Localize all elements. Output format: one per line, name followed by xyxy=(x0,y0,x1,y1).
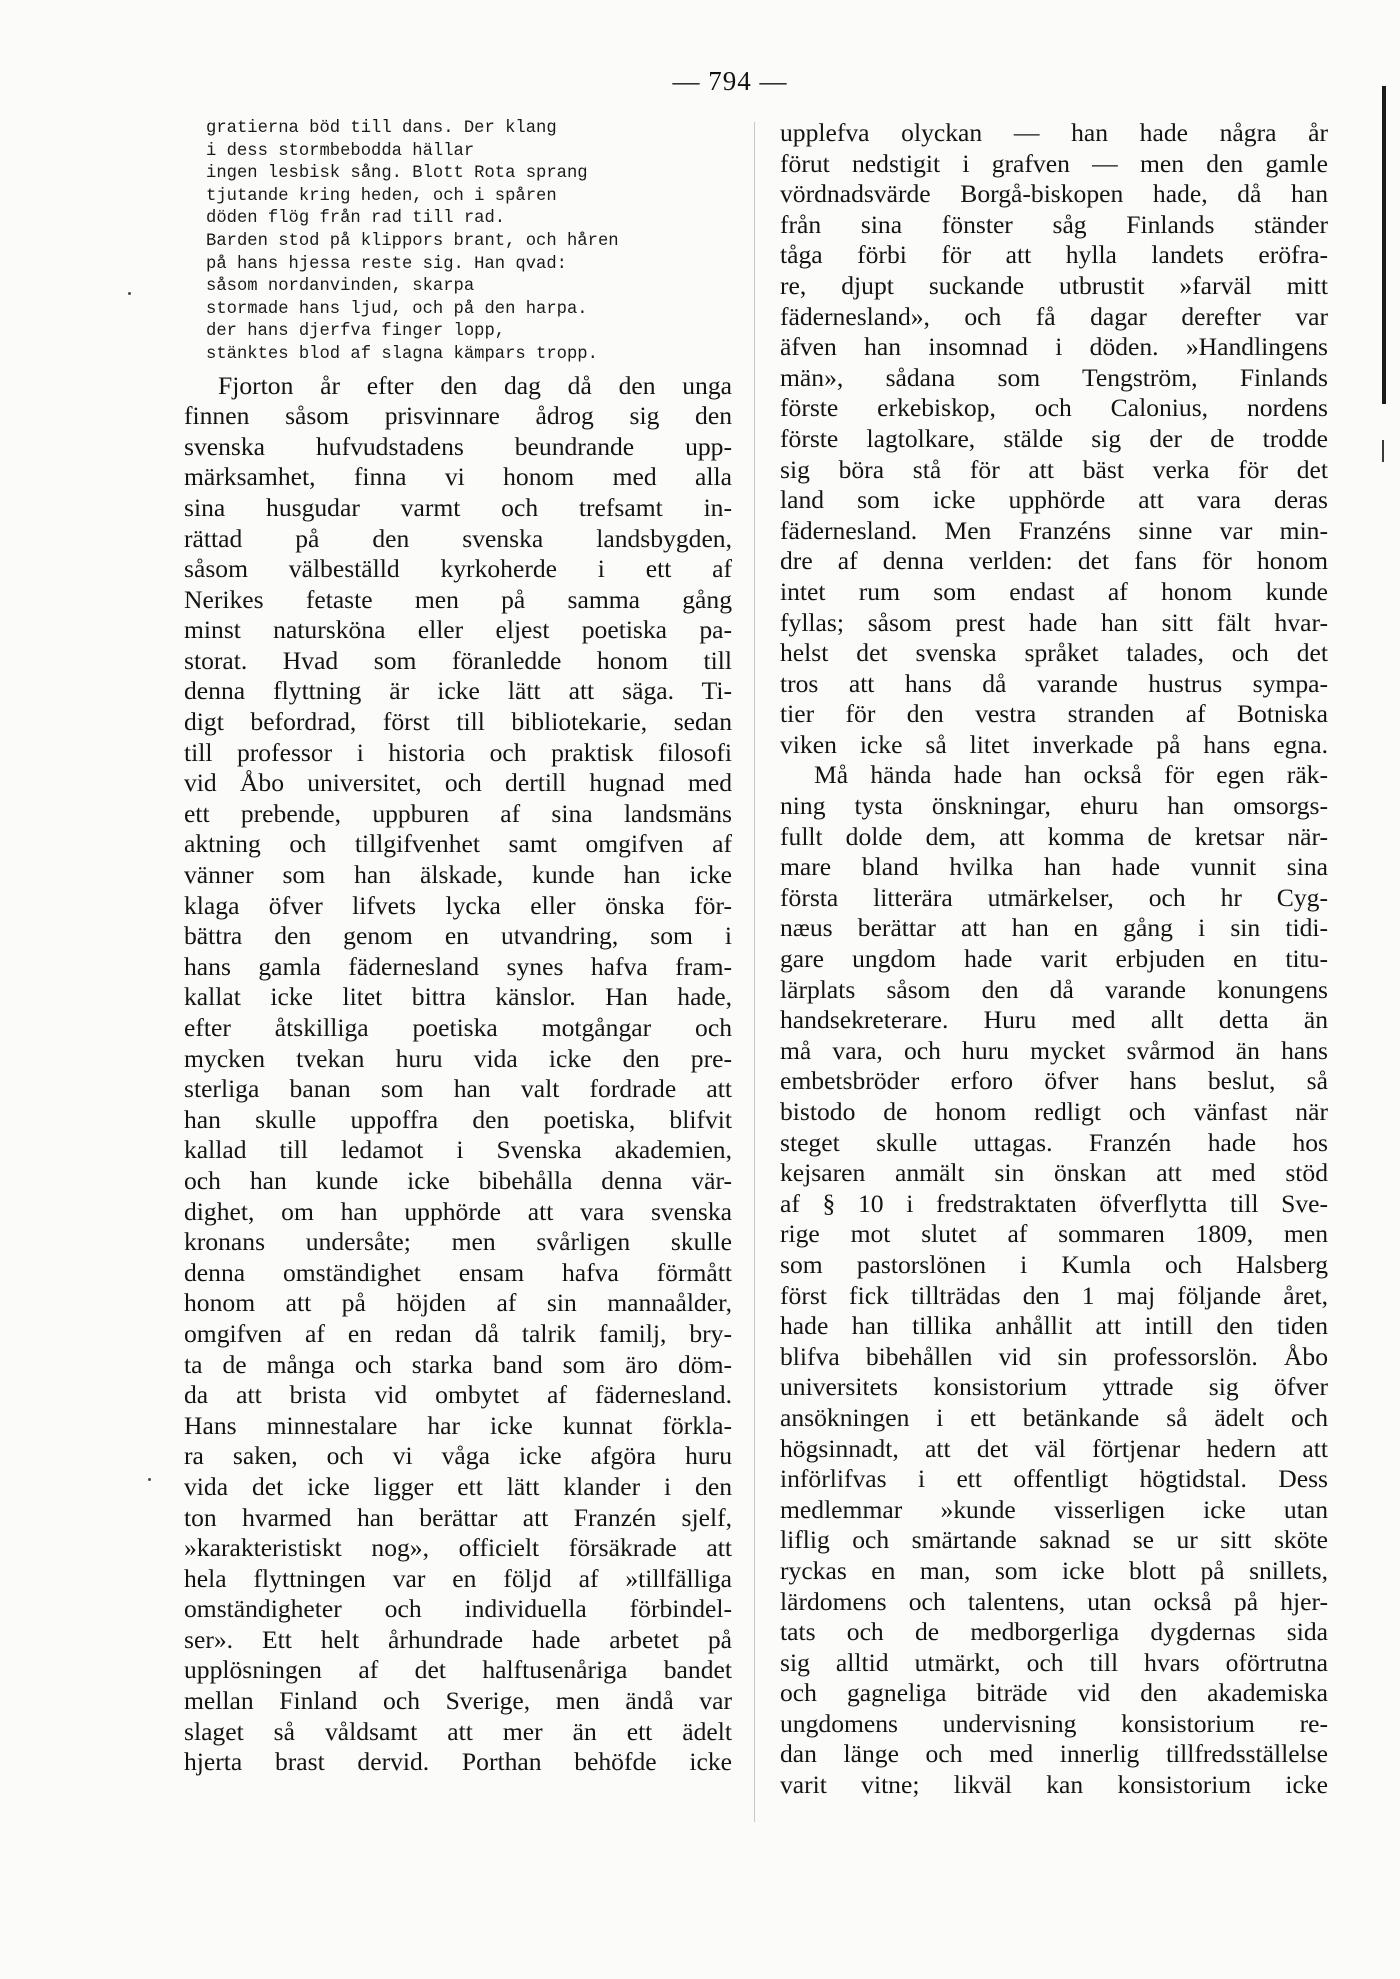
text-line: da att brista vid ombytet af fädernesland. xyxy=(184,1380,732,1410)
text-line: sig alltid utmärkt, och till hvars oförtrutna xyxy=(780,1647,1328,1677)
column-divider xyxy=(754,122,755,1822)
scan-edge-rule xyxy=(1382,86,1386,404)
text-line: lärplats såsom den då varande konungens xyxy=(780,974,1328,1004)
right-prose xyxy=(780,118,1328,1801)
text-line: Nerikes fetaste men på samma gång xyxy=(184,584,732,614)
text-line: næus berättar att han en gång i sin tidi- xyxy=(780,913,1328,943)
poem-line: döden flög från rad till rad. xyxy=(206,209,506,229)
text-line: denna flyttning är icke lätt att säga. Ti- xyxy=(184,676,732,706)
right-column xyxy=(780,118,1328,1801)
text-line: upplefva olyckan — han hade några år xyxy=(780,118,1328,147)
text-line: digt befordrad, först till bibliotekarie, sedan xyxy=(184,707,732,737)
text-line: svenska hufvudstadens beundrande upp- xyxy=(184,431,732,461)
text-line: storat. Hvad som föranledde honom till xyxy=(184,645,732,675)
text-line: denna omständighet ensam hafva förmått xyxy=(184,1257,732,1287)
poem-line: ingen lesbisk sång. Blott Rota sprang xyxy=(206,164,588,184)
text-line: mare bland hvilka han hade vunnit sina xyxy=(780,852,1328,882)
text-line: vördnadsvärde Borgå-biskopen hade, då han xyxy=(780,179,1328,209)
text-line: gare ungdom hade varit erbjuden en titu- xyxy=(780,944,1328,974)
text-line: hans gamla fädernesland synes hafva fram- xyxy=(184,951,732,981)
text-line: hade han tillika anhållit att intill den tiden xyxy=(780,1311,1328,1341)
text-line: ta de många och starka band som äro döm- xyxy=(184,1349,732,1379)
text-line: han skulle uppoffra den poetiska, blifvit xyxy=(184,1104,732,1134)
text-line: mycken tvekan huru vida icke den pre- xyxy=(184,1043,732,1073)
text-line: förut nedstigit i grafven — men den gamle xyxy=(780,148,1328,178)
text-line: hela flyttningen var en följd af »tillfälliga xyxy=(184,1563,732,1593)
text-line: ungdomens undervisning konsistorium re- xyxy=(780,1708,1328,1738)
poem-excerpt xyxy=(206,118,732,367)
text-line: Hans minnestalare har icke kunnat förkla- xyxy=(184,1410,732,1440)
text-line: fullt dolde dem, att komma de kretsar när- xyxy=(780,821,1328,851)
text-line: handsekreterare. Huru med allt detta än xyxy=(780,1005,1328,1035)
text-line: liflig och smärtande saknad se ur sitt sköte xyxy=(780,1525,1328,1555)
poem-line: Barden stod på klippors brant, och håren xyxy=(206,231,619,251)
text-line: tåga förbi för att hylla landets eröfra- xyxy=(780,240,1328,270)
text-line: högsinnadt, att det väl förtjenar hedern att xyxy=(780,1433,1328,1463)
left-prose xyxy=(184,371,732,1778)
poem-line: i dess stormbebodda hällar xyxy=(206,141,475,161)
text-line: medlemmar »kunde visserligen icke utan xyxy=(780,1494,1328,1524)
text-line: klaga öfver lifvets lycka eller önska för- xyxy=(184,890,732,920)
text-line: dighet, om han upphörde att vara svenska xyxy=(184,1196,732,1226)
text-line: vänner som han älskade, kunde han icke xyxy=(184,860,732,890)
text-line: universitets konsistorium yttrade sig öfver xyxy=(780,1372,1328,1402)
text-line: fädernesland. Men Franzéns sinne var min- xyxy=(780,515,1328,545)
text-line: »karakteristiskt nog», officielt försäkrade att xyxy=(184,1533,732,1563)
text-line: Fjorton år efter den dag då den unga xyxy=(218,370,732,400)
text-line: lärdomens och talentens, utan också på hjer- xyxy=(780,1586,1328,1616)
text-line: sig böra stå för att bäst verka för det xyxy=(780,454,1328,484)
page-number: — 794 — xyxy=(672,66,788,96)
text-line: mellan Finland och Sverige, men ändå var xyxy=(184,1686,732,1716)
text-line: slaget så våldsamt att mer än ett ädelt xyxy=(184,1716,732,1746)
text-line: blifva bibehållen vid sin professorslön. Åbo xyxy=(780,1341,1328,1371)
text-line: märksamhet, finna vi honom med alla xyxy=(184,462,732,492)
text-line: införlifvas i ett offentligt högtidstal. Dess xyxy=(780,1464,1328,1494)
text-line: från sina fönster såg Finlands ständer xyxy=(780,209,1328,239)
text-line: fyllas; såsom prest hade han sitt fält hvar- xyxy=(780,607,1328,637)
text-line: sina husgudar varmt och trefsamt in- xyxy=(184,492,732,522)
text-line: män», sådana som Tengström, Finlands xyxy=(780,362,1328,392)
text-line: dan länge och med innerlig tillfredsställelse xyxy=(780,1739,1328,1769)
text-line: såsom välbeställd kyrkoherde i ett af xyxy=(184,554,732,584)
text-line: aktning och tillgifvenhet samt omgifven af xyxy=(184,829,732,859)
text-line: ton hvarmed han berättar att Franzén sjelf, xyxy=(184,1502,732,1532)
text-line: omständigheter och individuella förbindel- xyxy=(184,1594,732,1624)
text-line: kronans undersåte; men svårligen skulle xyxy=(184,1227,732,1257)
text-line: efter åtskilliga poetiska motgångar och xyxy=(184,1013,732,1042)
text-line: och han kunde icke bibehålla denna vär- xyxy=(184,1165,732,1195)
text-line: äfven han insomnad i döden. »Handlingens xyxy=(780,332,1328,362)
text-line: hjerta brast dervid. Porthan behöfde icke xyxy=(184,1747,732,1777)
text-line: honom att på höjden af sin mannaålder, xyxy=(184,1288,732,1318)
text-line: ansökningen i ett betänkande så ädelt och xyxy=(780,1402,1328,1432)
text-line: först fick tillträdas den 1 maj följande året, xyxy=(780,1280,1328,1310)
text-line: tier för den vestra stranden af Botniska xyxy=(780,699,1328,729)
text-line: fädernesland», och få dagar derefter var xyxy=(780,301,1328,331)
scan-speck xyxy=(148,1478,151,1481)
text-line: re, djupt suckande utbrustit »farväl mitt xyxy=(780,270,1328,300)
text-line: vid Åbo universitet, och dertill hugnad med xyxy=(184,768,732,798)
text-line: till professor i historia och praktisk filosofi xyxy=(184,737,732,767)
text-line: intet rum som endast af honom kunde xyxy=(780,576,1328,606)
text-line: tats och de medborgerliga dygdernas sida xyxy=(780,1617,1328,1647)
poem-line: gratierna böd till dans. Der klang xyxy=(206,119,557,138)
text-line: embetsbröder erforo öfver hans beslut, så xyxy=(780,1066,1328,1096)
text-line: första litterära utmärkelser, och hr Cyg- xyxy=(780,882,1328,912)
left-column xyxy=(184,118,732,1778)
text-line: minst natursköna eller eljest poetiska pa- xyxy=(184,615,732,645)
text-line: Må hända hade han också för egen räk- xyxy=(814,760,1328,790)
text-line: rättad på den svenska landsbygden, xyxy=(184,523,732,553)
text-line: bistodo de honom redligt och vänfast när xyxy=(780,1097,1328,1126)
text-line: ser». Ett helt århundrade hade arbetet på xyxy=(184,1624,732,1654)
poem-line: på hans hjessa reste sig. Han qvad: xyxy=(206,254,567,274)
scan-edge-mark xyxy=(1382,440,1384,462)
text-line: land som icke upphörde att vara deras xyxy=(780,485,1328,515)
text-line: steget skulle uttagas. Franzén hade hos xyxy=(780,1127,1328,1157)
text-line: som pastorslönen i Kumla och Halsberg xyxy=(780,1249,1328,1279)
poem-line: stormade hans ljud, och på den harpa. xyxy=(206,299,588,319)
text-line: vida det icke ligger ett lätt klander i den xyxy=(184,1471,732,1501)
text-line: ryckas en man, som icke blott på snillets, xyxy=(780,1555,1328,1585)
text-line: upplösningen af det halftusenåriga bandet xyxy=(184,1655,732,1685)
text-line: viken icke så litet inverkade på hans egna. xyxy=(780,729,1328,759)
text-line: dre af denna verlden: det fans för honom xyxy=(780,546,1328,576)
text-line: finnen såsom prisvinnare ådrog sig den xyxy=(184,401,732,431)
text-line: kejsaren anmält sin önskan att med stöd xyxy=(780,1158,1328,1188)
text-line: rige mot slutet af sommaren 1809, men xyxy=(780,1219,1328,1249)
text-line: af § 10 i fredstraktaten öfverflytta till Sve- xyxy=(780,1188,1328,1218)
scan-speck xyxy=(128,292,131,295)
text-line: må vara, och huru mycket svårmod än hans xyxy=(780,1035,1328,1065)
text-line: varit vitne; likväl kan konsistorium icke xyxy=(780,1770,1328,1800)
poem-line: der hans djerfva finger lopp, xyxy=(206,322,506,342)
text-line: helst det svenska språket talades, och det xyxy=(780,638,1328,668)
poem-line: tjutande kring heden, och i spåren xyxy=(206,186,557,206)
text-line: och gagneliga biträde vid den akademiska xyxy=(780,1678,1328,1708)
text-line: sterliga banan som han valt fordrade att xyxy=(184,1074,732,1104)
text-line: ning tysta önskningar, ehuru han omsorgs- xyxy=(780,791,1328,821)
text-line: kallad till ledamot i Svenska akademien, xyxy=(184,1135,732,1165)
text-line: omgifven af en redan då talrik familj, bry- xyxy=(184,1318,732,1348)
text-line: bättra den genom en utvandring, som i xyxy=(184,921,732,951)
text-line: kallat icke litet bittra känslor. Han hade, xyxy=(184,982,732,1012)
text-line: ett prebende, uppburen af sina landsmäns xyxy=(184,798,732,828)
poem-line: såsom nordanvinden, skarpa xyxy=(206,277,475,297)
text-line: förste lagtolkare, stälde sig der de trodde xyxy=(780,423,1328,453)
text-line: förste erkebiskop, och Calonius, nordens xyxy=(780,393,1328,423)
text-line: ra saken, och vi våga icke afgöra huru xyxy=(184,1441,732,1471)
poem-line: stänktes blod af slagna kämpars tropp. xyxy=(206,344,598,364)
text-line: tros att hans då varande hustrus sympa- xyxy=(780,668,1328,698)
